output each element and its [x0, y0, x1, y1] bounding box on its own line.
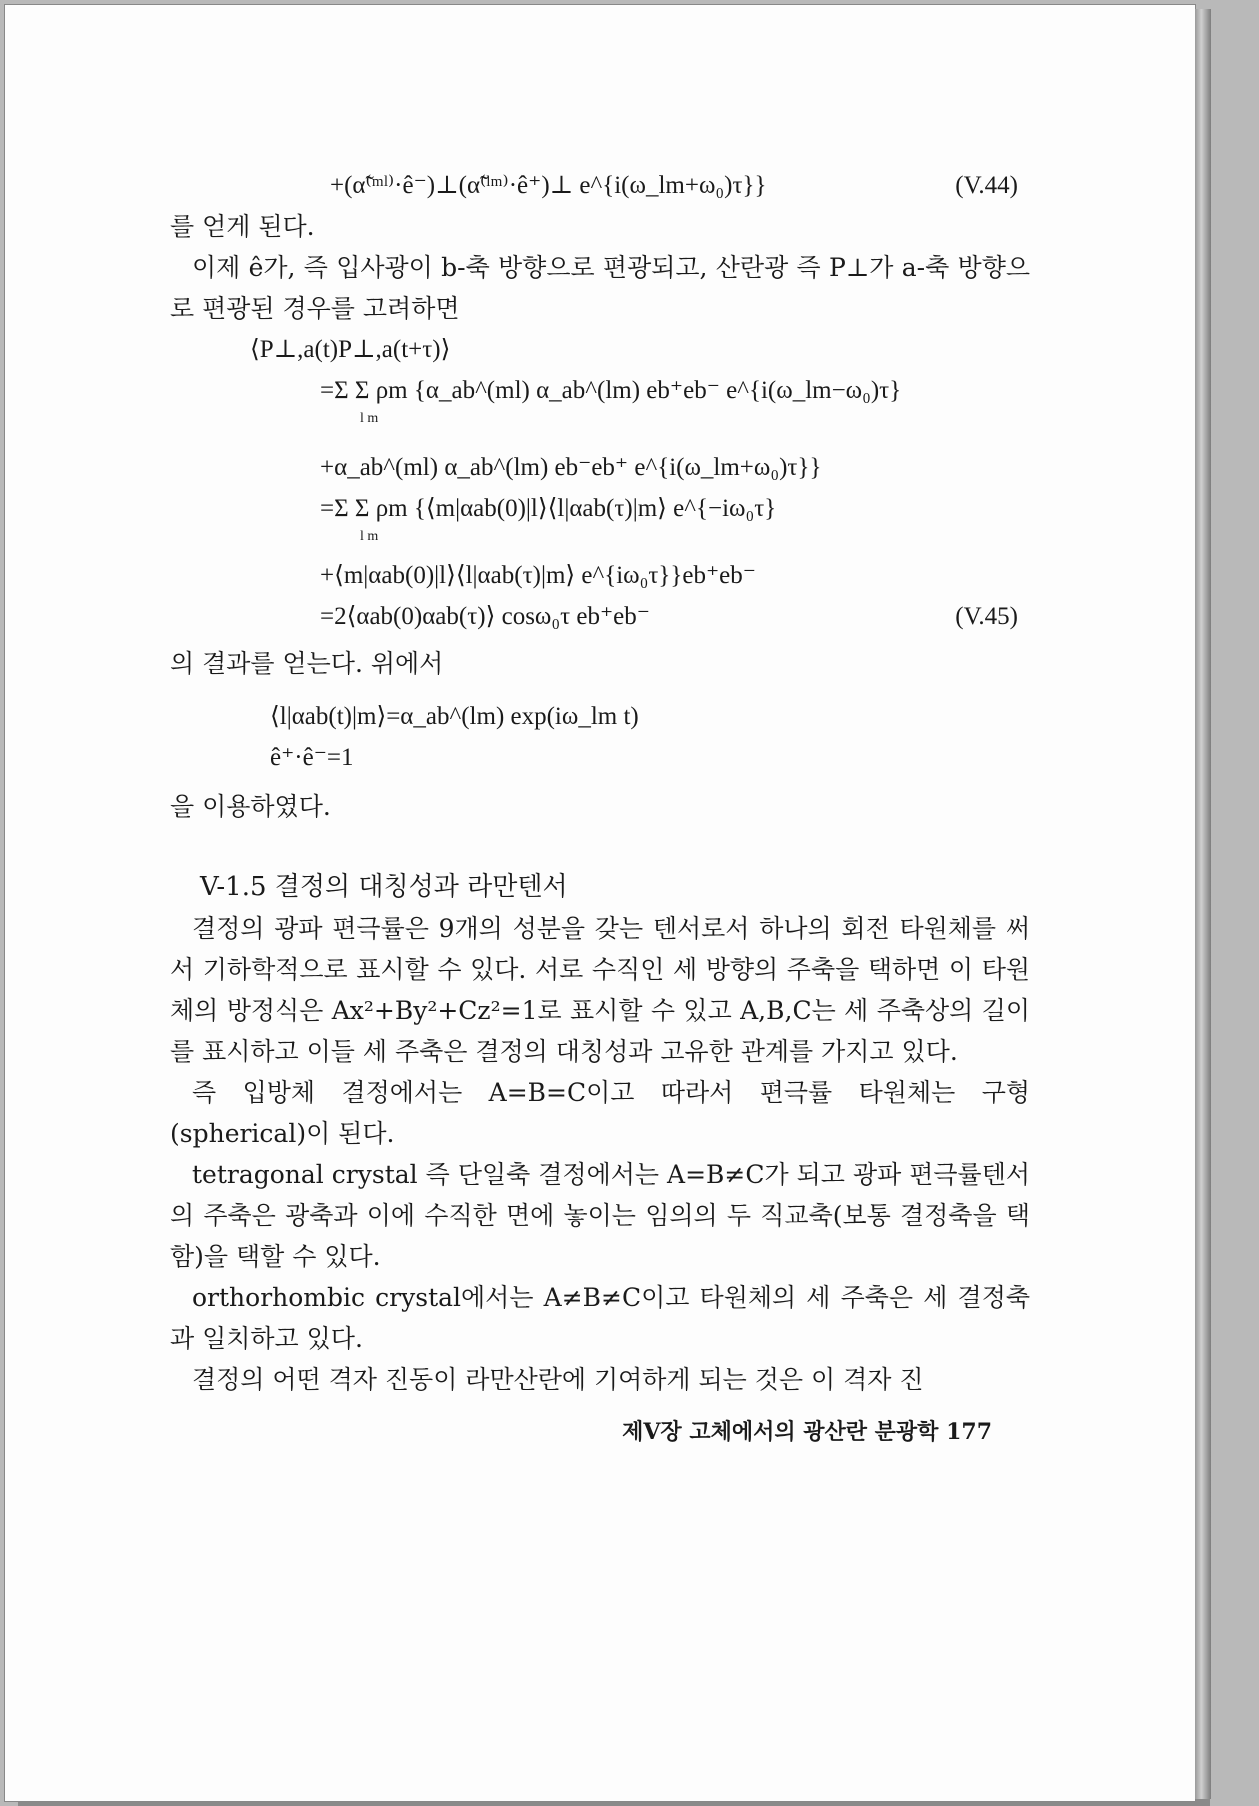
equation-line: +α_ab^(ml) α_ab^(lm) eb⁻eb⁺ e^{i(ω_lm+ω₀)τ}} [320, 454, 822, 481]
paragraph: 이제 ê가, 즉 입사광이 b-축 방향으로 편광되고, 산란광 즉 P⊥가 a-축 방향으로 편광된 경우를 고려하면 [170, 253, 1030, 323]
page-curl [1195, 9, 1211, 1799]
section-heading: V-1.5 결정의 대칭성과 라만텐서 [200, 872, 568, 902]
paragraph: 결정의 광파 편극률은 9개의 성분을 갖는 텐서로서 하나의 회전 타원체를 써서 기하학적으로 표시할 수 있다. 서로 수직인 세 방향의 주축을 택하면 이 타원체의 방정식은 Ax²+By²+Cz²=1로 표시할 수 있고 A,B,C는 세 주축상의 길이를 표시하고 이들 세 주축은 결정의 대칭성과 고유한 관계를 가지고 있다. [170, 914, 1030, 1066]
paragraph: orthorhombic crystal에서는 A≠B≠C이고 타원체의 세 주축은 세 결정축과 일치하고 있다. [170, 1283, 1030, 1353]
equation-line: l m [360, 411, 379, 426]
page-footer: 제V장 고체에서의 광산란 분광학 177 [622, 1419, 992, 1445]
equation-v44 [170, 165, 1030, 206]
paragraph: 즉 입방체 결정에서는 A=B=C이고 따라서 편극률 타원체는 구형(spherical)이 된다. [170, 1078, 1030, 1148]
paragraph: tetragonal crystal 즉 단일축 결정에서는 A=B≠C가 되고 광파 편극률텐서의 주축은 광축과 이에 수직한 면에 놓이는 임의의 두 직교축(보통 결정축을 택함)을 택할 수 있다. [170, 1160, 1030, 1271]
paragraph: 을 이용하였다. [170, 792, 331, 821]
equation-v45 [170, 596, 1030, 637]
paragraph: 를 얻게 된다. [170, 212, 315, 241]
equation-line: ⟨l|αab(t)|m⟩=α_ab^(lm) exp(iω_lm t) [270, 703, 639, 730]
equation-number: (V.44) [955, 172, 1018, 199]
equation-v44-body: +(α̃⁽ᵐˡ⁾·ê⁻)⊥(α̃⁽ˡᵐ⁾·ê⁺)⊥ e^{i(ω_lm+ω₀)τ}} [330, 172, 767, 199]
equation-line: l m [360, 529, 379, 544]
paragraph: 의 결과를 얻는다. 위에서 [170, 649, 444, 678]
equation-line: =2⟨αab(0)αab(τ)⟩ cosω₀τ eb⁺eb⁻ [320, 603, 650, 630]
equation-line: =Σ Σ ρm {⟨m|αab(0)|l⟩⟨l|αab(τ)|m⟩ e^{−iω₀τ} [320, 495, 777, 522]
page-content [170, 165, 1030, 1453]
equation-line: +⟨m|αab(0)|l⟩⟨l|αab(τ)|m⟩ e^{iω₀τ}}eb⁺eb⁻ [320, 562, 756, 589]
equation-line: =Σ Σ ρm {α_ab^(ml) α_ab^(lm) eb⁺eb⁻ e^{i(ω_lm−ω₀)τ} [320, 377, 902, 404]
book-page [4, 4, 1196, 1802]
equation-number: (V.45) [955, 603, 1018, 630]
equation-line: ⟨P⊥,a(t)P⊥,a(t+τ)⟩ [250, 336, 451, 363]
paragraph: 결정의 어떤 격자 진동이 라만산란에 기여하게 되는 것은 이 격자 진 [192, 1365, 924, 1394]
equation-line: ê⁺·ê⁻=1 [270, 744, 354, 771]
